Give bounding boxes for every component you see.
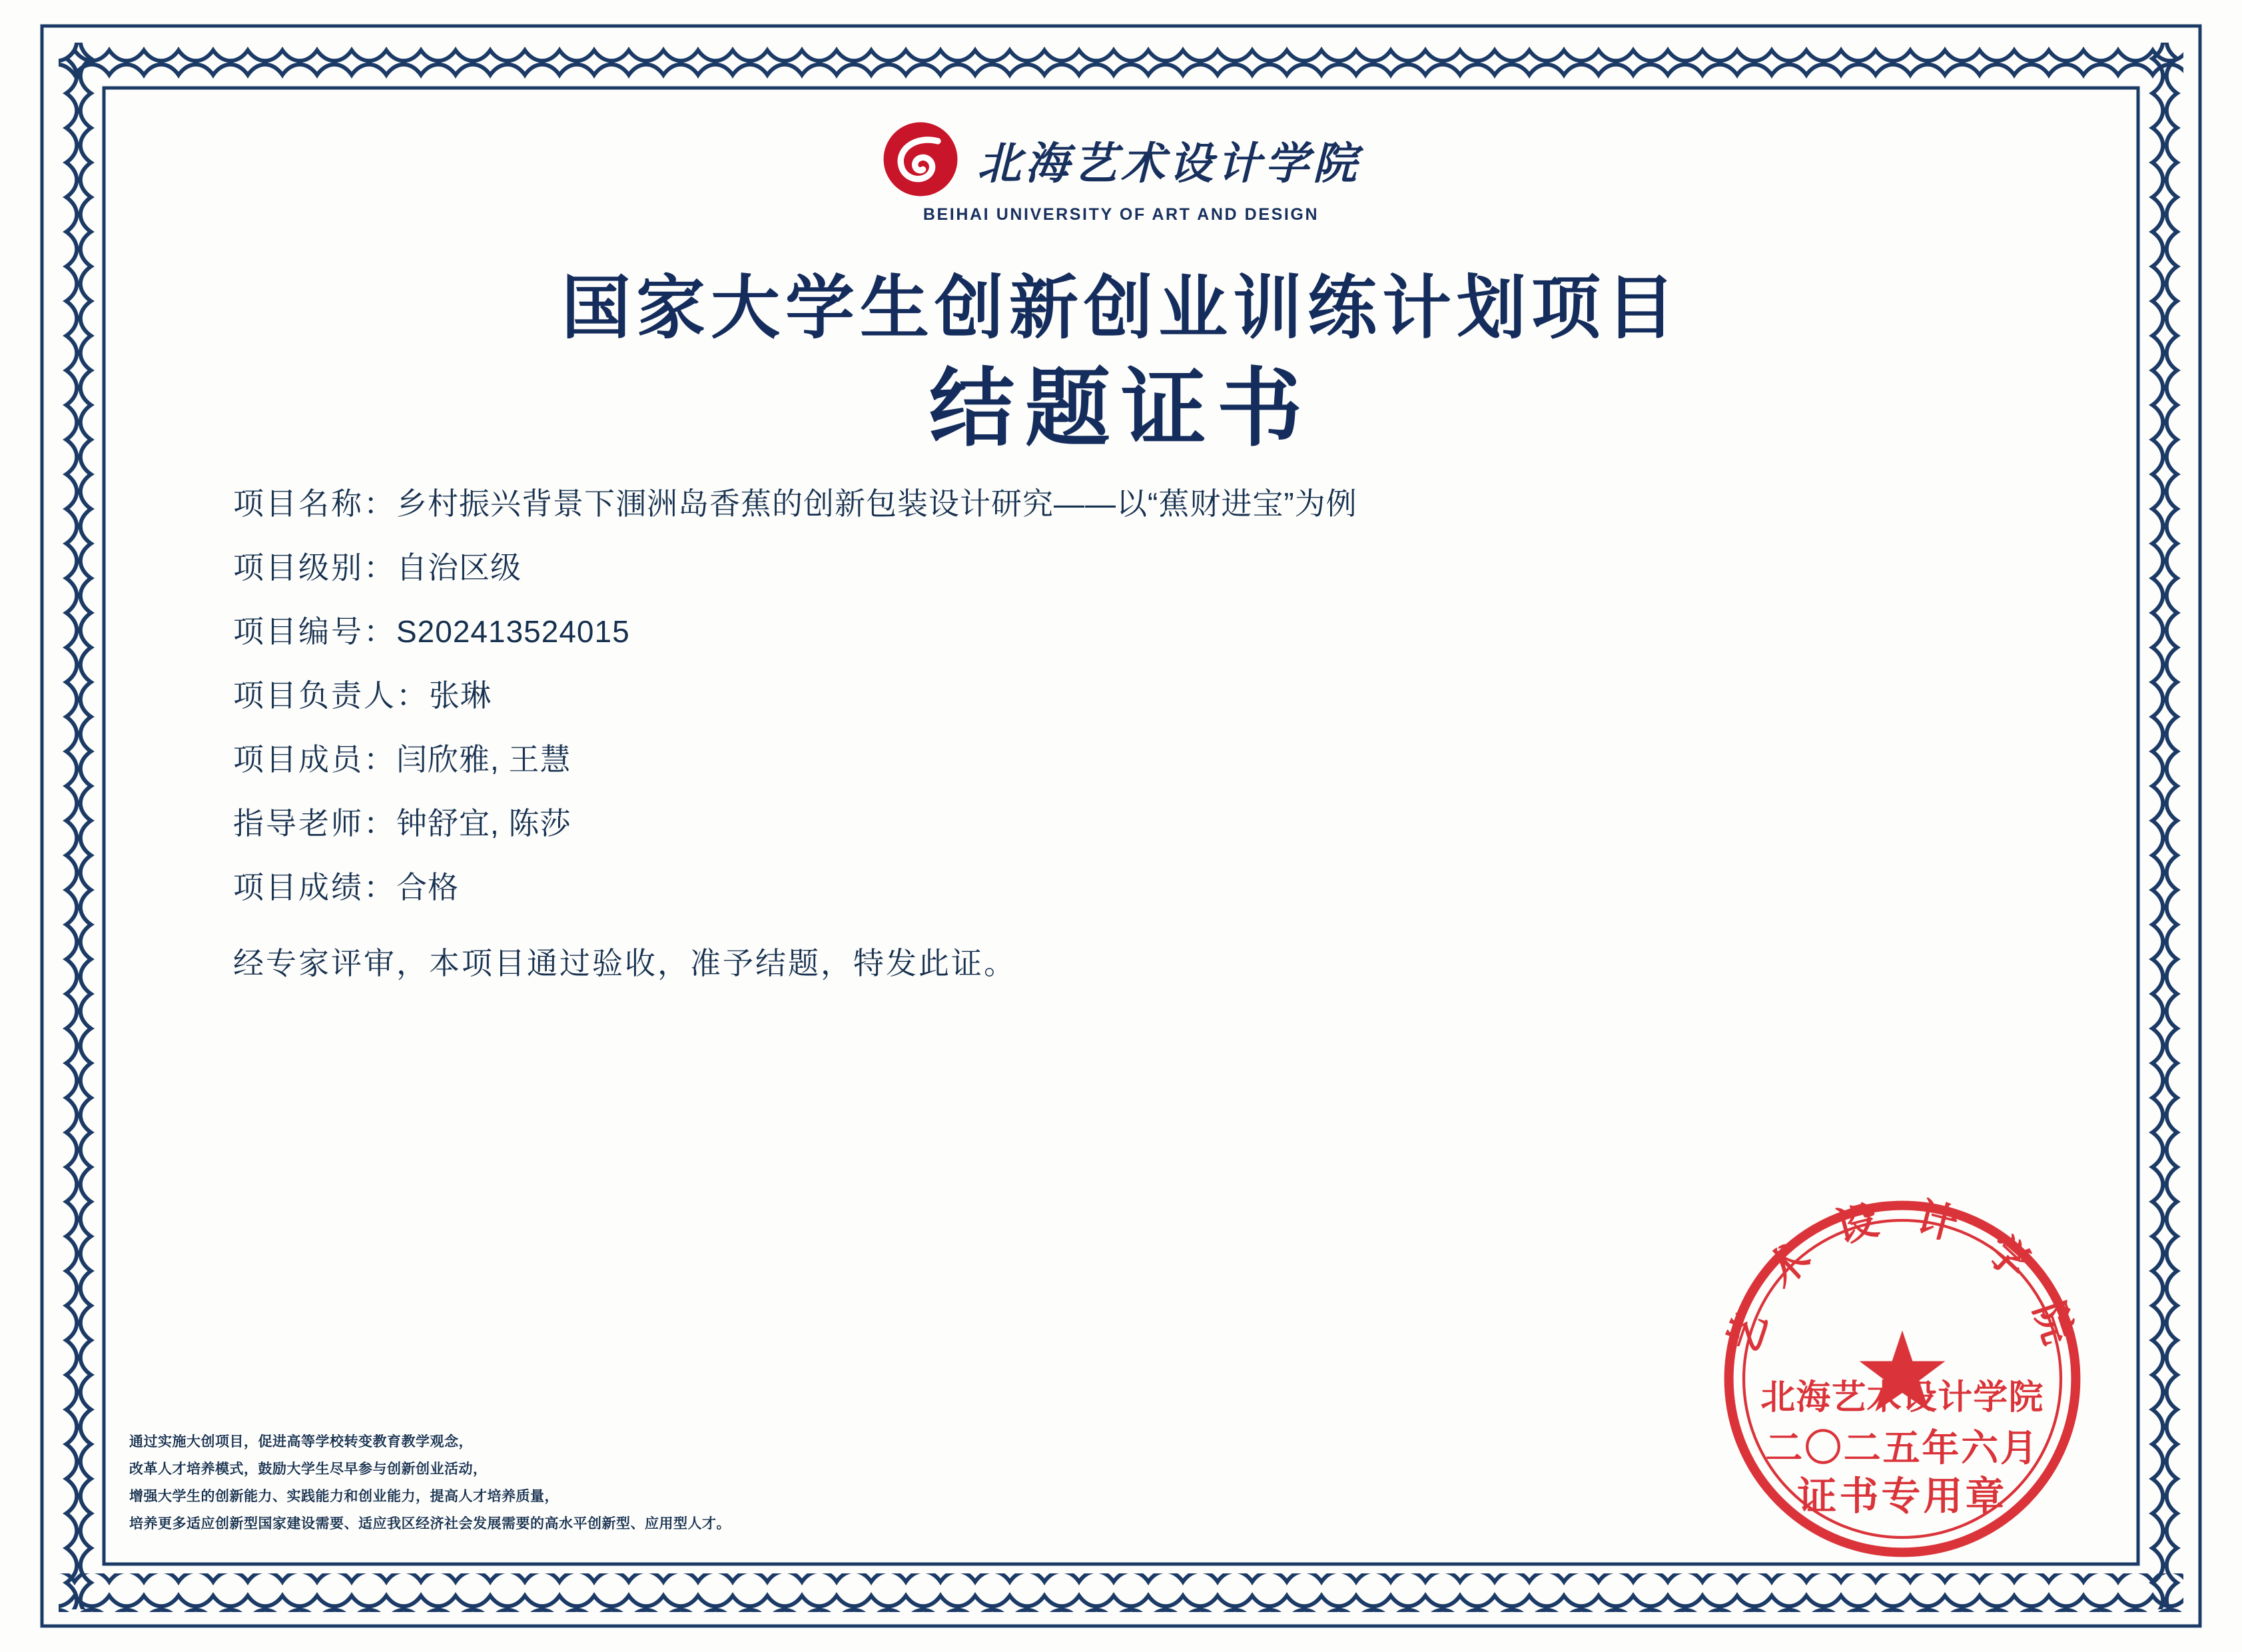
field-project-leader [233,671,2082,715]
footnote [129,1428,731,1537]
field-project-level [233,544,2082,588]
certificate-title-main: 国家大学生创新创业训练计划项目 [561,270,1681,347]
institution-name-en: BEIHAI UNIVERSITY OF ART AND DESIGN [923,205,1319,224]
field-project-name [233,480,2082,524]
field-value: 乡村振兴背景下涠洲岛香蕉的创新包装设计研究——以“蕉财进宝”为例 [396,486,1357,521]
svg-text:二〇二五年六月: 二〇二五年六月 [1765,1428,2040,1470]
institution-name-cn: 北海艺术设计学院 [977,139,1361,189]
field-label: 项目编号： [233,614,396,649]
field-label: 项目成绩： [233,870,396,905]
swirl-logo-icon [881,120,960,199]
footnote-line: 增强大学生的创新能力、实践能力和创业能力，提高人才培养质量， [129,1488,559,1505]
certificate-title-sub: 结题证书 [929,362,1313,456]
footnote-line: 改革人才培养模式，鼓励大学生尽早参与创新创业活动， [129,1461,488,1477]
footnote-line: 通过实施大创项目，促进高等学校转变教育教学观念， [129,1434,473,1450]
field-label: 指导老师： [233,806,396,841]
field-value: 钟舒宜, 陈莎 [396,806,571,841]
field-label: 项目名称： [233,486,396,521]
field-project-members [233,735,2082,779]
field-value: S202413524015 [396,614,630,649]
field-value: 自治区级 [396,550,522,585]
footnote-line: 培养更多适应创新型国家建设需要、适应我区经济社会发展需要的高水平创新型、应用型人才。 [129,1515,731,1532]
field-label: 项目负责人： [233,678,429,713]
institution-logo [881,120,1361,224]
field-value: 张琳 [429,678,492,713]
field-label: 项目级别： [233,550,396,585]
svg-text:北海艺术设计学院: 北海艺术设计学院 [1760,1378,2044,1417]
certificate-content [100,80,2142,1572]
field-grade [233,863,2082,907]
svg-text:艺 术 设 计 学 院: 艺 术 设 计 学 院 [1720,1194,2085,1361]
field-value: 合格 [396,870,459,905]
field-project-number [233,608,2082,651]
certificate-statement: 经专家评审，本项目通过验收，准予结题，特发此证。 [233,946,1016,981]
official-seal [1716,1192,2089,1565]
field-advisors [233,799,2082,843]
svg-text:证书专用章: 证书专用章 [1797,1475,2008,1518]
certificate-fields [233,480,2082,983]
field-label: 项目成员： [233,742,396,777]
field-value: 闫欣雅, 王慧 [396,742,571,777]
